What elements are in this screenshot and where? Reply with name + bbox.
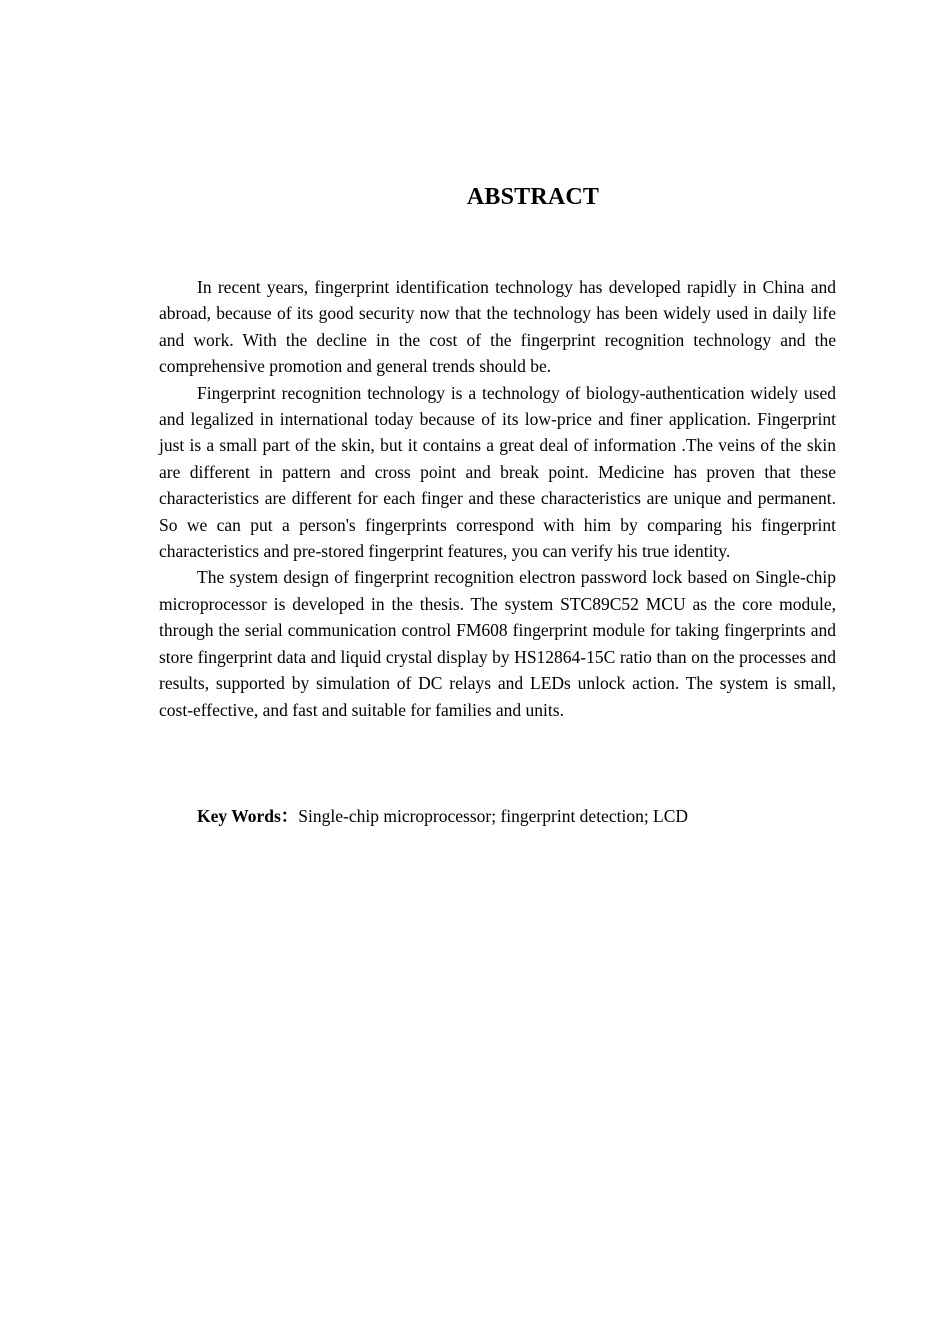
abstract-paragraph-3: The system design of fingerprint recognition electron password lock based on Single-chip microprocessor is developed in the thesis. The system STC89C52 MCU as the core module, through the serial communication control FM608 fingerprint module for taking fingerprints and store fingerprint data and liquid crystal display by HS12864-15C ratio than on the processes and results, supported by simulation of DC relays and LEDs unlock action. The system is small, cost-effective, and fast and suitable for families and units. xyxy=(159,567,836,720)
abstract-paragraph-2: Fingerprint recognition technology is a technology of biology-authentication widely used and legalized in international today because of its low-price and finer application. Fingerprint just is a small part of the skin, but it contains a great deal of information .The veins of the skin are different in pattern and cross point and break point. Medicine has proven that these characteristics are different for each finger and these characteristics are unique and permanent. So we can put a person's fingerprints correspond with him by comparing his fingerprint characteristics and pre-stored fingerprint features, you can verify his true identity. xyxy=(159,382,836,562)
abstract-title: ABSTRACT xyxy=(466,184,600,210)
keywords-label: Key Words： xyxy=(197,806,299,826)
abstract-body xyxy=(159,274,836,723)
abstract-paragraph-1: In recent years, fingerprint identification technology has developed rapidly in China and abroad, because of its good security now that the technology has been widely used in daily life and work. With the decline in the cost of the fingerprint recognition technology and the comprehensive promotion and general trends should be. xyxy=(159,277,836,377)
keywords-line xyxy=(197,803,837,829)
keywords-value: Single-chip microprocessor; fingerprint detection; LCD xyxy=(298,806,689,826)
